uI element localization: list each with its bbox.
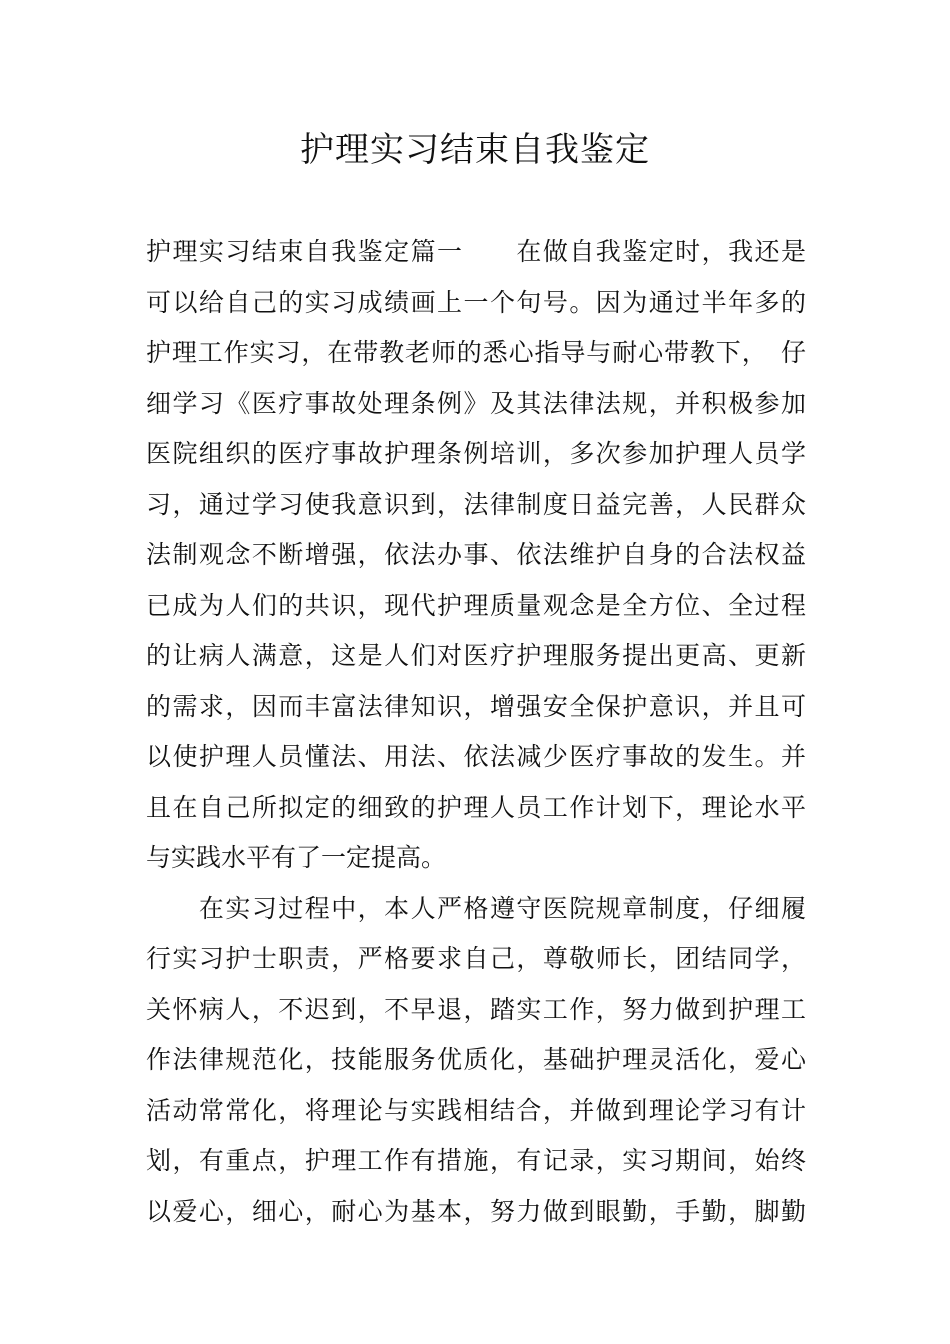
text-line-1: 护理实习结束自我鉴定篇一 在做自我鉴定时，我还是 (146, 237, 806, 266)
text-line-11: 以使护理人员懂法、用法、依法减少医疗事故的发生。并 (146, 742, 806, 771)
text-line-5: 医院组织的医疗事故护理条例培训，多次参加护理人员学 (146, 439, 806, 468)
text-line-6: 习，通过学习使我意识到，法律制度日益完善，人民群众 (146, 489, 806, 519)
text-line-9: 的让病人满意，这是人们对医疗护理服务提出更高、更新 (146, 641, 806, 670)
text-line-15: 行实习护士职责，严格要求自己，尊敬师长，团结同学， (146, 944, 806, 973)
text-line-18: 活动常常化，将理论与实践相结合，并做到理论学习有计 (146, 1095, 806, 1125)
text-line-3: 护理工作实习，在带教老师的悉心指导与耐心带教下， 仔 (146, 338, 806, 367)
text-line-8: 已成为人们的共识，现代护理质量观念是全方位、全过程 (146, 590, 806, 620)
text-line-4: 细学习《医疗事故处理条例》及其法律法规，并积极参加 (146, 388, 806, 418)
document-body (146, 227, 806, 1237)
text-line-19: 划，有重点，护理工作有措施，有记录，实习期间，始终 (146, 1146, 806, 1175)
text-line-12: 且在自己所拟定的细致的护理人员工作计划下，理论水平 (146, 792, 806, 822)
document-title: 护理实习结束自我鉴定 (300, 130, 650, 170)
text-line-2: 可以给自己的实习成绩画上一个句号。因为通过半年多的 (146, 287, 806, 317)
text-line-7: 法制观念不断增强，依法办事、依法维护自身的合法权益 (146, 540, 806, 569)
text-line-13: 与实践水平有了一定提高。 (146, 843, 447, 872)
text-line-10: 的需求，因而丰富法律知识，增强安全保护意识，并且可 (146, 691, 806, 721)
text-line-20: 以爱心，细心，耐心为基本，努力做到眼勤，手勤，脚勤 (146, 1196, 806, 1226)
text-line-16: 关怀病人，不迟到，不早退，踏实工作，努力做到护理工 (146, 994, 806, 1024)
text-line-14: 在实习过程中，本人严格遵守医院规章制度，仔细履 (146, 893, 806, 923)
text-line-17: 作法律规范化，技能服务优质化，基础护理灵活化，爱心 (146, 1045, 806, 1074)
